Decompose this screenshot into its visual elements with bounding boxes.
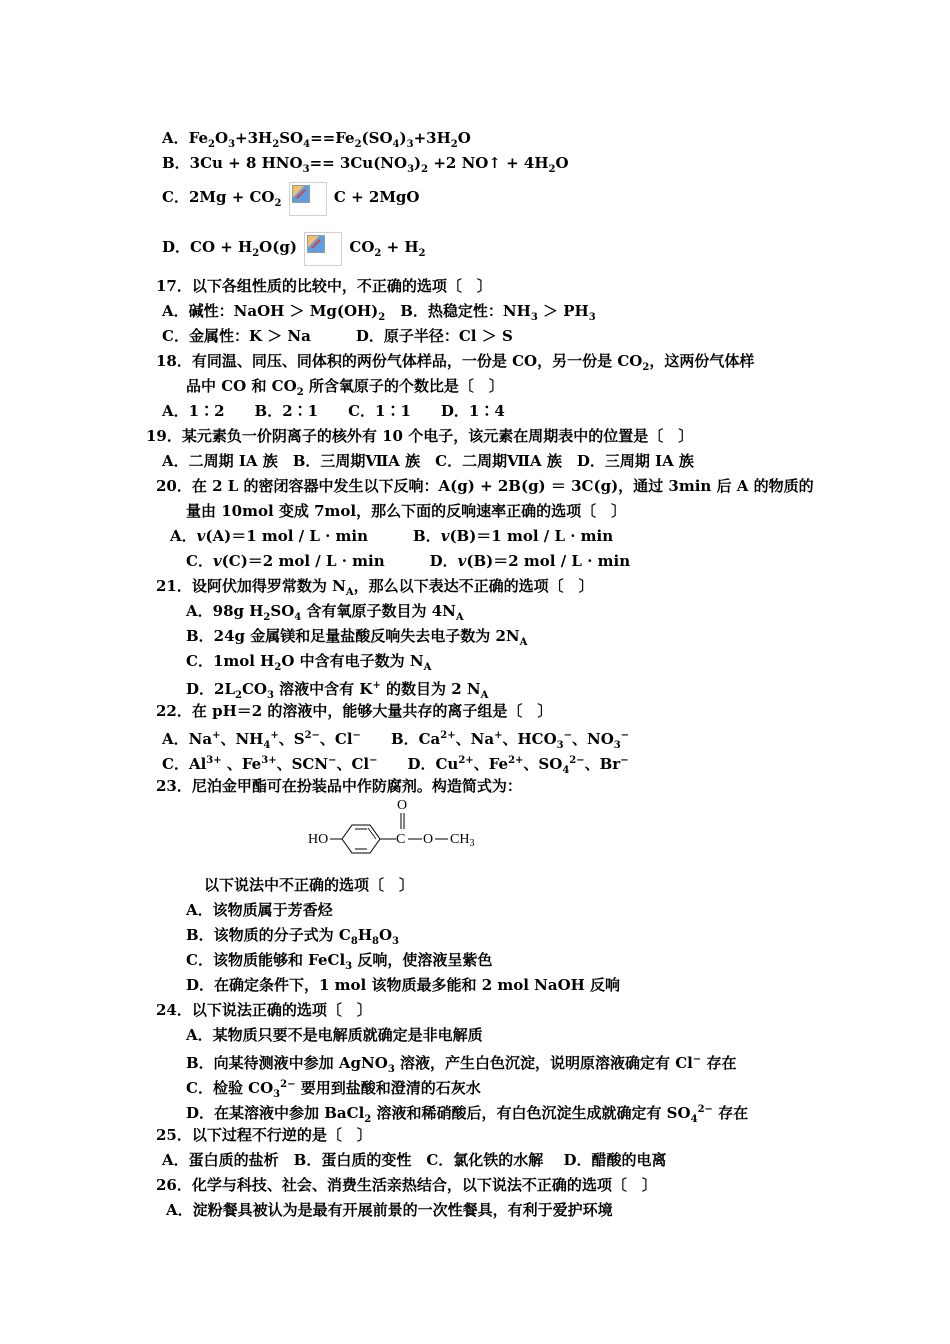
structural-formula <box>300 795 500 860</box>
text-line: B．3Cu + 8 $HNO_3== 3Cu(NO_3)_2 +2$ NO↑ + $4H_2O$ <box>162 154 569 175</box>
text-line: 以下说法中不正确的选项〔 〕 <box>204 876 415 894</box>
text-line: A．1∶2 B．2∶1 C．1∶1 D．1∶4 <box>162 402 505 420</box>
text-line: A．二周期 IA 族 B．三周期ⅦA 族 C．二周期ⅦA 族 D．三周期 IA 族 <box>162 452 694 470</box>
text-line: 26．化学与科技、社会、消费生活亲热结合，以下说法不正确的选项〔 〕 <box>156 1176 657 1194</box>
text-line: A．$Fe_2O_3+3H_2SO_4==Fe_2(SO_4)_3+3H_2O$ <box>162 129 471 150</box>
text-line: C．$Al^{3+}$ 、$Fe^{3+}$、SCN−、Cl− D．$Cu^{2+}$、$Fe^{2+}$、$SO_4^{2-}$、Br− <box>162 755 629 776</box>
text-line: A．淀粉餐具被认为是最有开展前景的一次性餐具，有利于爱护环境 <box>166 1201 613 1219</box>
text-line: 20．在 2 L 的密闭容器中发生以下反响：A(g) + 2B(g) ＝ 3C(g)，通过 3min 后 A 的物质的 <box>156 477 814 495</box>
text-line: B．向某待测液中参加 AgNO$_3$ 溶液，产生白色沉淀，说明原溶液确定有 Cl− 存在 <box>186 1054 737 1075</box>
text-line: A．v(A)＝1 mol / L · min B．v(B)＝1 mol / L · min <box>170 527 614 545</box>
text-line: 23．尼泊金甲酯可在扮装品中作防腐剂。构造简式为： <box>156 777 522 795</box>
text-line: D．在某溶液中参加 BaCl$_2$ 溶液和稀硝酸后，有白色沉淀生成就确定有 $SO_4^{2-}$ 存在 <box>186 1104 749 1125</box>
text-line: C．金属性：K ＞ Na D．原子半径：Cl ＞ S <box>162 327 513 345</box>
text-line: C．该物质能够和 FeCl$_3$ 反响，使溶液呈紫色 <box>186 951 493 972</box>
text-line: C．1mol $H_2O$ 中含有电子数为 $N_A$ <box>186 652 432 673</box>
text-line: B．24g 金属镁和足量盐酸反响失去电子数为 $2N_A$ <box>186 627 528 648</box>
structure-methyl: $CH_3$ <box>450 832 475 849</box>
text-line: 18．有同温、同压、同体积的两份气体样品，一份是 CO，另一份是 $CO_2$，这两份气体样 <box>156 352 755 373</box>
text-line: 21．设阿伏加得罗常数为 $N_A$，那么以下表达不正确的选项〔 〕 <box>156 577 594 598</box>
text-line: C．$2Mg + CO_2$ C + 2MgO <box>162 182 419 216</box>
text-line: A．某物质只要不是电解质就确定是非电解质 <box>186 1026 483 1044</box>
text-line: 25．以下过程不行逆的是〔 〕 <box>156 1126 372 1144</box>
text-line: A．98g $H_2SO_4$ 含有氧原子数目为 $4N_A$ <box>186 602 464 623</box>
broken-image-icon <box>289 182 327 216</box>
text-line: A．该物质属于芳香烃 <box>186 901 333 919</box>
text-line: A．碱性：NaOH ＞ $Mg(OH)_2$ B．热稳定性：$NH_3 > PH_3$ <box>162 302 596 323</box>
text-line: A．蛋白质的盐析 B．蛋白质的变性 C．氯化铁的水解 D．醋酸的电离 <box>162 1151 667 1169</box>
text-line: D．在确定条件下，1 mol 该物质最多能和 2 mol NaOH 反响 <box>186 976 621 994</box>
text-line: D．$2L_2CO_3$ 溶液中含有 K+ 的数目为 2 $N_A$ <box>186 680 489 701</box>
text-line: C．检验 $CO_3^{2-}$ 要用到盐酸和澄清的石灰水 <box>186 1079 481 1100</box>
text-line: 24．以下说法正确的选项〔 〕 <box>156 1001 372 1019</box>
text-line: A．Na+、$NH_4^+$、$S^{2-}$、Cl− B．$Ca^{2+}$、Na+、$HCO_3^-$、$NO_3^-$ <box>162 730 630 751</box>
text-line: 量由 10mol 变成 7mol，那么下面的反响速率正确的选项〔 〕 <box>186 502 627 520</box>
text-line: C．v(C)＝2 mol / L · min D．v(B)＝2 mol / L · min <box>186 552 631 570</box>
structure-carbon: C <box>396 832 406 847</box>
text-line: B．该物质的分子式为 $C_8H_8O_3$ <box>186 926 400 947</box>
text-line: 品中 CO 和 $CO_2$ 所含氧原子的个数比是〔 〕 <box>186 377 504 398</box>
broken-image-icon <box>304 232 342 266</box>
text-line: 19．某元素负一价阴离子的核外有 10 个电子，该元素在周期表中的位置是〔 〕 <box>146 427 694 445</box>
text-line: 22．在 pH＝2 的溶液中，能够大量共存的离子组是〔 〕 <box>156 702 553 720</box>
structure-ester-oxygen: O <box>423 832 434 847</box>
text-line: 17．以下各组性质的比较中，不正确的选项〔 〕 <box>156 277 492 295</box>
structure-carbonyl-oxygen: O <box>397 798 408 813</box>
text-line: D．CO + $H_2O(g)$ $CO_2 + H_2$ <box>162 232 426 266</box>
structure-ho: HO <box>308 832 329 847</box>
